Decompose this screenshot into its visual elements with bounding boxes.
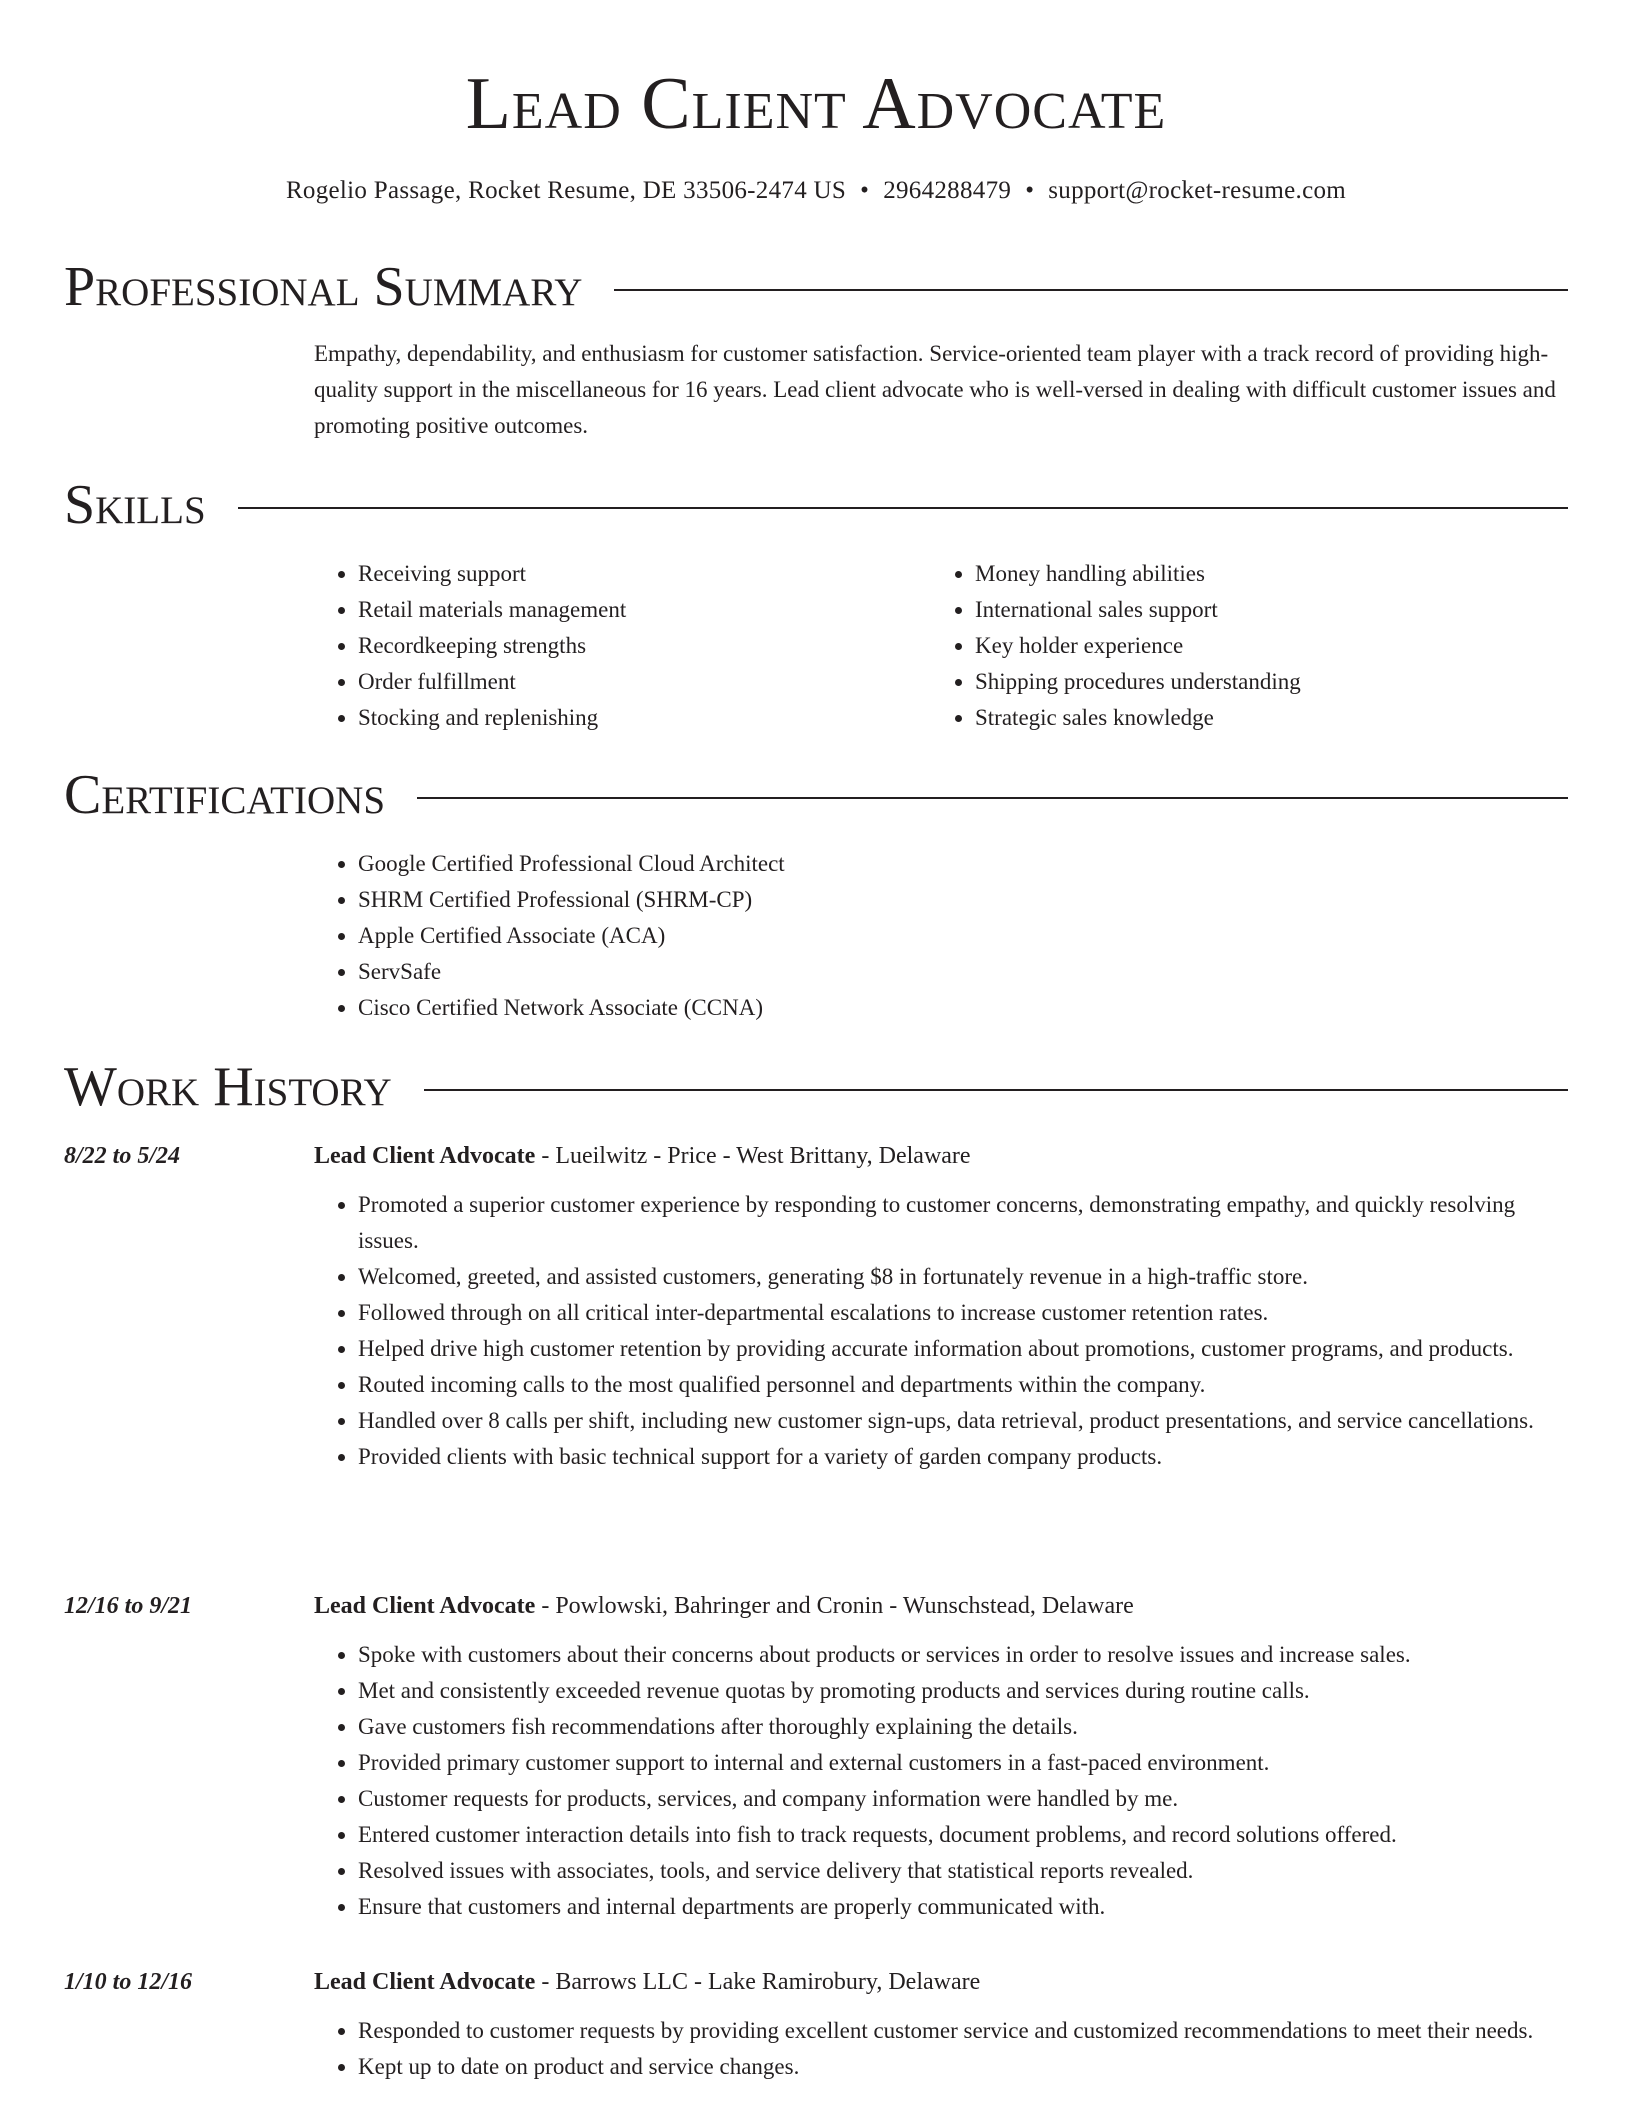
skill-item: • Receiving support: [358, 556, 931, 592]
job-bullet: • Spoke with customers about their concerns about products or services in order to resolve issues and increase sales.: [358, 1637, 1574, 1673]
contact-line: [64, 174, 1568, 208]
job-bullets: [314, 1637, 1574, 1925]
certification-item: • Cisco Certified Network Associate (CCNA): [358, 990, 1584, 1026]
skill-item: • Recordkeeping strengths: [358, 628, 931, 664]
job-title: Lead Client Advocate: [314, 1143, 536, 1169]
summary-section-header: [64, 254, 1568, 320]
job-dates: 1/10 to 12/16: [64, 1969, 193, 1995]
job-bullet: • Promoted a superior customer experience by responding to customer concerns, demonstrating empathy, and quickly resolving issues.: [358, 1187, 1574, 1259]
job-bullet: • Followed through on all critical inter-departmental escalations to increase customer retention rates.: [358, 1295, 1574, 1331]
contact-separator: •: [1025, 177, 1035, 204]
skill-item: • International sales support: [975, 592, 1548, 628]
section-divider: [417, 797, 1568, 799]
section-divider: [238, 507, 1568, 509]
skill-item: • Shipping procedures understanding: [975, 664, 1548, 700]
job-bullet: • Kept up to date on product and service changes.: [358, 2049, 1574, 2085]
contact-address: Rogelio Passage, Rocket Resume, DE 33506-2474 US: [285, 177, 847, 204]
section-divider: [614, 289, 1568, 291]
certification-item: • ServSafe: [358, 954, 1584, 990]
job-dates: 12/16 to 9/21: [64, 1593, 193, 1619]
job-heading: [314, 1588, 1134, 1624]
skill-item: • Retail materials management: [358, 592, 931, 628]
job-bullet: • Resolved issues with associates, tools, and service delivery that statistical reports revealed.: [358, 1853, 1574, 1889]
skill-item: • Strategic sales knowledge: [975, 700, 1548, 736]
job-bullet: • Handled over 8 calls per shift, including new customer sign-ups, data retrieval, product presentations, and service cancellations.: [358, 1403, 1574, 1439]
section-title: Skills: [64, 474, 206, 536]
job-bullet: • Routed incoming calls to the most qualified personnel and departments within the company.: [358, 1367, 1574, 1403]
skill-item: • Key holder experience: [975, 628, 1548, 664]
job-bullet: • Responded to customer requests by providing excellent customer service and customized recommendations to meet their needs.: [358, 2013, 1574, 2049]
job-bullet: • Helped drive high customer retention by providing accurate information about promotions, customer programs, and products.: [358, 1331, 1574, 1367]
job-title: Lead Client Advocate: [314, 1593, 536, 1619]
resume-name: Lead Client Advocate: [465, 63, 1167, 145]
job-bullet: • Provided clients with basic technical support for a variety of garden company products.: [358, 1439, 1574, 1475]
section-title: Work History: [64, 1056, 392, 1118]
skills-section-header: [64, 472, 1568, 538]
section-title: Professional Summary: [64, 256, 583, 318]
skill-item: • Order fulfillment: [358, 664, 931, 700]
certification-item: • Apple Certified Associate (ACA): [358, 918, 1584, 954]
job-employer: - Lueilwitz - Price - West Brittany, Delaware: [535, 1143, 971, 1169]
job-heading: [314, 1964, 980, 2000]
certification-item: • SHRM Certified Professional (SHRM-CP): [358, 882, 1584, 918]
job-bullet: • Ensure that customers and internal departments are properly communicated with.: [358, 1889, 1574, 1925]
job-title: Lead Client Advocate: [314, 1969, 536, 1995]
job-bullet: • Welcomed, greeted, and assisted customers, generating $8 in fortunately revenue in a high-traffic store.: [358, 1259, 1574, 1295]
job-bullets: [314, 1187, 1574, 1475]
contact-email: support@rocket-resume.com: [1048, 177, 1347, 204]
contact-phone: 2964288479: [883, 177, 1012, 204]
job-bullets: [314, 2013, 1574, 2085]
section-title: Certifications: [64, 764, 386, 826]
certifications-section-header: [64, 762, 1568, 828]
skills-column-left: [314, 556, 931, 736]
certification-item: • Google Certified Professional Cloud Architect: [358, 846, 1584, 882]
certifications-list: [314, 846, 1584, 1026]
skill-item: • Money handling abilities: [975, 556, 1548, 592]
job-bullet: • Met and consistently exceeded revenue quotas by promoting products and services during routine calls.: [358, 1673, 1574, 1709]
job-bullet: • Gave customers fish recommendations after thoroughly explaining the details.: [358, 1709, 1574, 1745]
job-bullet: • Customer requests for products, services, and company information were handled by me.: [358, 1781, 1574, 1817]
job-bullet: • Provided primary customer support to internal and external customers in a fast-paced environment.: [358, 1745, 1574, 1781]
job-employer: - Powlowski, Bahringer and Cronin - Wunschstead, Delaware: [535, 1593, 1134, 1619]
job-bullet: • Entered customer interaction details into fish to track requests, document problems, and record solutions offered.: [358, 1817, 1574, 1853]
job-employer: - Barrows LLC - Lake Ramirobury, Delaware: [535, 1969, 981, 1995]
skills-grid: [314, 556, 1568, 736]
skills-column-right: [931, 556, 1548, 736]
summary-text: Empathy, dependability, and enthusiasm for customer satisfaction. Service-oriented team player with a track record of providing high-quality support in the miscellaneous for 16 years. Lead client advocate who is well-versed in dealing with difficult customer issues and promoting positive outcomes.: [314, 341, 1556, 438]
job-heading: [314, 1138, 971, 1174]
section-divider: [424, 1089, 1568, 1091]
job-dates: 8/22 to 5/24: [64, 1143, 181, 1169]
contact-separator: •: [860, 177, 870, 204]
skill-item: • Stocking and replenishing: [358, 700, 931, 736]
work-history-section-header: [64, 1054, 1568, 1120]
